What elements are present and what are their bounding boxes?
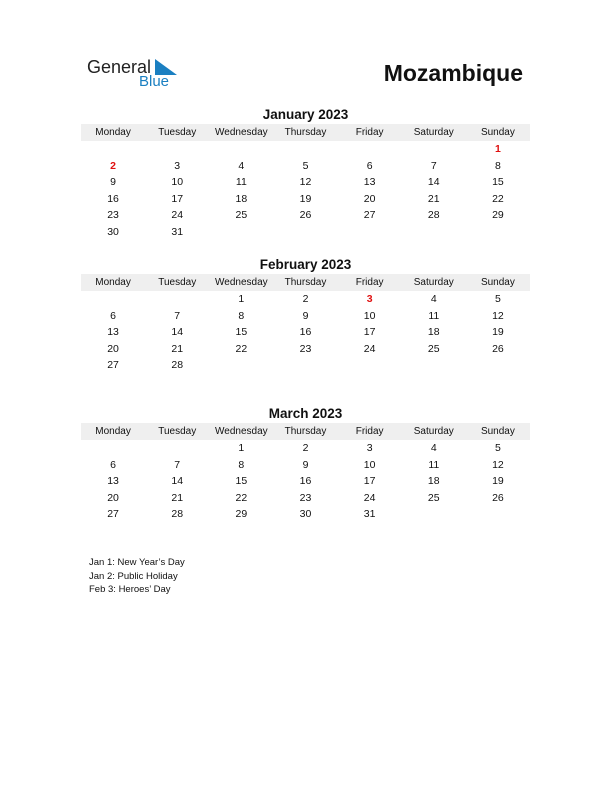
weekday-header (81, 124, 530, 141)
logo-text-general: General (87, 57, 152, 77)
weekday-label: Friday (355, 127, 384, 138)
day-cell: 11 (428, 309, 440, 322)
day-cell: 21 (171, 491, 184, 504)
weekday-label: Monday (95, 127, 131, 138)
month-block (81, 405, 530, 523)
day-cell: 1 (494, 143, 501, 156)
day-cell: 14 (171, 326, 184, 339)
week-row (81, 141, 530, 158)
day-cell: 13 (107, 326, 119, 339)
month-block (81, 106, 530, 240)
day-cell: 18 (427, 475, 440, 488)
week-row (81, 191, 530, 208)
day-cell: 12 (299, 176, 312, 189)
day-cell: 25 (427, 491, 440, 504)
day-cell: 30 (299, 508, 312, 521)
day-cell: 10 (171, 176, 184, 189)
weekday-label: Tuesday (158, 426, 197, 437)
day-cell: 12 (492, 458, 504, 471)
day-cell: 11 (235, 176, 247, 189)
day-cell: 4 (430, 442, 437, 455)
day-cell: 23 (107, 209, 119, 222)
day-cell: 9 (302, 458, 309, 471)
day-cell: 13 (363, 176, 376, 189)
day-cell: 8 (238, 309, 245, 322)
day-cell: 18 (427, 326, 440, 339)
day-cell: 1 (238, 442, 245, 455)
month-title: March 2023 (268, 406, 343, 421)
week-row (81, 506, 530, 523)
day-cell: 20 (363, 192, 376, 205)
day-cell: 8 (494, 159, 501, 172)
holiday-note: Jan 1: New Year’s Day (89, 557, 185, 568)
week-row (81, 224, 530, 241)
day-cell: 16 (299, 326, 312, 339)
day-cell: 8 (238, 458, 245, 471)
week-row (81, 490, 530, 507)
weekday-label: Friday (355, 277, 384, 288)
week-row (81, 158, 530, 175)
day-cell: 14 (171, 475, 184, 488)
weekday-label: Tuesday (158, 277, 197, 288)
week-row (81, 457, 530, 474)
day-cell: 28 (427, 209, 440, 222)
day-cell: 7 (174, 309, 181, 322)
day-cell: 24 (171, 209, 184, 222)
day-cell: 2 (302, 442, 309, 455)
week-row (81, 207, 530, 224)
weekday-label: Thursday (284, 277, 327, 288)
day-cell: 9 (110, 176, 116, 189)
weekday-header (81, 423, 530, 440)
day-cell: 7 (430, 159, 437, 172)
day-cell: 15 (492, 176, 504, 189)
day-cell: 21 (427, 192, 440, 205)
day-cell: 5 (494, 293, 501, 306)
weekday-label: Monday (95, 426, 131, 437)
day-cell: 25 (427, 342, 440, 355)
day-cell: 26 (492, 491, 504, 504)
weekday-label: Thursday (284, 127, 327, 138)
week-row (81, 440, 530, 457)
day-cell: 4 (430, 293, 437, 306)
day-cell: 16 (107, 192, 119, 205)
day-cell: 24 (363, 491, 376, 504)
day-cell: 23 (299, 491, 312, 504)
logo-text-blue: Blue (139, 73, 170, 90)
day-cell: 11 (428, 458, 440, 471)
day-cell: 20 (107, 342, 119, 355)
weekday-label: Friday (355, 426, 384, 437)
day-cell: 9 (302, 309, 309, 322)
day-cell: 19 (299, 192, 312, 205)
weekday-label: Monday (95, 277, 131, 288)
day-cell: 28 (171, 508, 184, 521)
weekday-label: Saturday (413, 277, 454, 288)
week-row (81, 357, 530, 374)
generalblue-logo (87, 57, 187, 93)
week-row (81, 308, 530, 325)
day-cell: 5 (302, 159, 309, 172)
day-cell: 29 (492, 209, 504, 222)
weekday-label: Saturday (413, 127, 454, 138)
day-cell: 15 (235, 326, 248, 339)
day-cell: 31 (171, 225, 184, 238)
holiday-note: Jan 2: Public Holiday (89, 570, 178, 582)
day-cell: 27 (363, 209, 376, 222)
weekday-label: Sunday (480, 127, 515, 138)
day-cell: 22 (492, 192, 504, 205)
day-cell: 6 (110, 458, 116, 471)
day-cell: 1 (238, 293, 245, 306)
day-cell: 31 (363, 508, 376, 521)
week-row (81, 324, 530, 341)
day-cell: 3 (174, 159, 181, 172)
week-row (81, 174, 530, 191)
day-cell: 10 (363, 458, 376, 471)
weekday-header (81, 274, 530, 291)
day-cell: 26 (299, 209, 312, 222)
day-cell: 6 (110, 309, 116, 322)
weekday-label: Wednesday (215, 127, 268, 138)
day-cell: 2 (302, 293, 309, 306)
day-cell: 7 (174, 458, 181, 471)
day-cell: 15 (235, 475, 248, 488)
day-cell: 5 (494, 442, 501, 455)
day-cell: 17 (171, 192, 184, 205)
day-cell: 19 (492, 326, 504, 339)
day-cell: 28 (171, 359, 184, 372)
week-row (81, 291, 530, 308)
holiday-note: Feb 3: Heroes’ Day (89, 584, 171, 595)
weekday-label: Wednesday (215, 426, 268, 437)
day-cell: 2 (110, 159, 116, 172)
day-cell: 6 (366, 159, 373, 172)
weekday-label: Saturday (413, 426, 454, 437)
holiday-notes (89, 556, 185, 597)
weekday-label: Sunday (480, 426, 515, 437)
day-cell: 17 (363, 475, 376, 488)
day-cell: 16 (299, 475, 312, 488)
day-cell: 22 (235, 342, 248, 355)
day-cell: 3 (366, 293, 373, 306)
day-cell: 13 (107, 475, 119, 488)
week-row (81, 473, 530, 490)
weekday-label: Wednesday (215, 277, 268, 288)
day-cell: 23 (299, 342, 312, 355)
day-cell: 19 (492, 475, 504, 488)
month-title: February 2023 (259, 257, 352, 272)
day-cell: 21 (171, 342, 184, 355)
day-cell: 22 (235, 491, 248, 504)
day-cell: 18 (235, 192, 248, 205)
month-title: January 2023 (262, 107, 349, 122)
day-cell: 24 (363, 342, 376, 355)
month-block (81, 256, 530, 374)
weekday-label: Sunday (480, 277, 515, 288)
day-cell: 27 (107, 359, 119, 372)
day-cell: 25 (235, 209, 248, 222)
day-cell: 30 (107, 225, 119, 238)
day-cell: 20 (107, 491, 119, 504)
day-cell: 29 (235, 508, 248, 521)
day-cell: 26 (492, 342, 504, 355)
weekday-label: Tuesday (158, 127, 197, 138)
day-cell: 10 (363, 309, 376, 322)
day-cell: 12 (492, 309, 504, 322)
week-row (81, 341, 530, 358)
weekday-label: Thursday (284, 426, 327, 437)
day-cell: 14 (427, 176, 440, 189)
day-cell: 27 (107, 508, 119, 521)
day-cell: 4 (238, 159, 245, 172)
country-title: Mozambique (383, 60, 523, 86)
day-cell: 3 (366, 442, 373, 455)
day-cell: 17 (363, 326, 376, 339)
